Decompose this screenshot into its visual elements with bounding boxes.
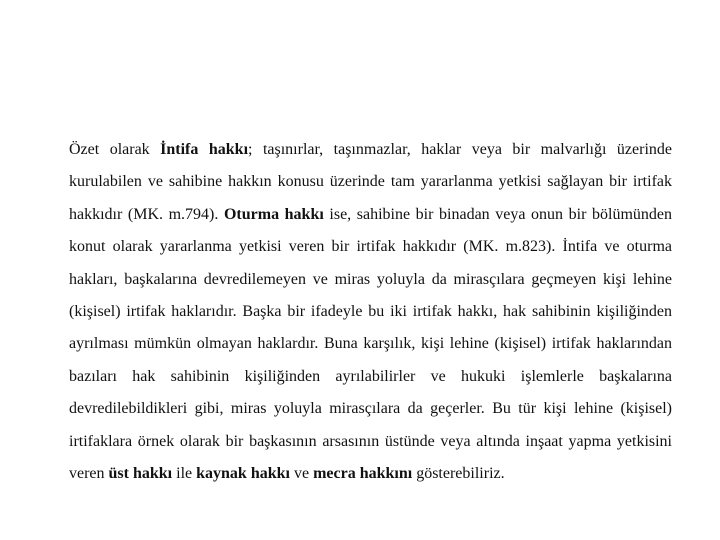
term-kaynak-hakki: kaynak hakkı [196,465,290,483]
term-oturma-hakki: Oturma hakkı [223,205,324,223]
text-segment: ve [289,465,314,483]
term-mecra-hakki: mecra hakkını [313,465,413,483]
text-segment: gösterebiliriz. [412,465,505,483]
term-ust-hakki: üst hakkı [108,465,173,483]
body-paragraph [69,134,672,490]
text-segment: ; taşınırlar, taşınmazlar, haklar veya bir malvarlığı üzerinde kurulabilen ve sahibine hakkın konusu üzerinde tam yararlanma yetkisi sağlayan bir irtifak hakkıdır (MK. m.794). [69,141,672,223]
text-segment: ise, sahibine bir binadan veya onun bir bölümünden konut olarak yararlanma yetkisi veren bir irtifak hakkıdır (MK. m.823). İntifa ve oturma hakları, başkalarına devredilemeyen ve miras yoluyla da mirasçılara geçmeyen kişi lehine (kişisel) irtifak haklarıdır. Başka bir ifadeyle bu iki irtifak hakkı, hak sahibinin kişiliğinden ayrılması mümkün olmayan haklardır. Buna karşılık, kişi lehine (kişisel) irtifak haklarından bazıları hak sahibinin kişiliğinden ayrılabilirler ve hukuki işlemlerle başkalarına devredilebildikleri gibi, miras yoluyla mirasçılara da geçerler. Bu tür kişi lehine (kişisel) irtifaklara örnek olarak bir başkasının arsasının üstünde veya altında inşaat yapma yetkisini veren [69,205,673,483]
text-segment: Özet olarak [69,141,161,158]
term-intifa-hakki: İntifa hakkı [160,141,249,158]
text-segment: ile [172,465,197,483]
